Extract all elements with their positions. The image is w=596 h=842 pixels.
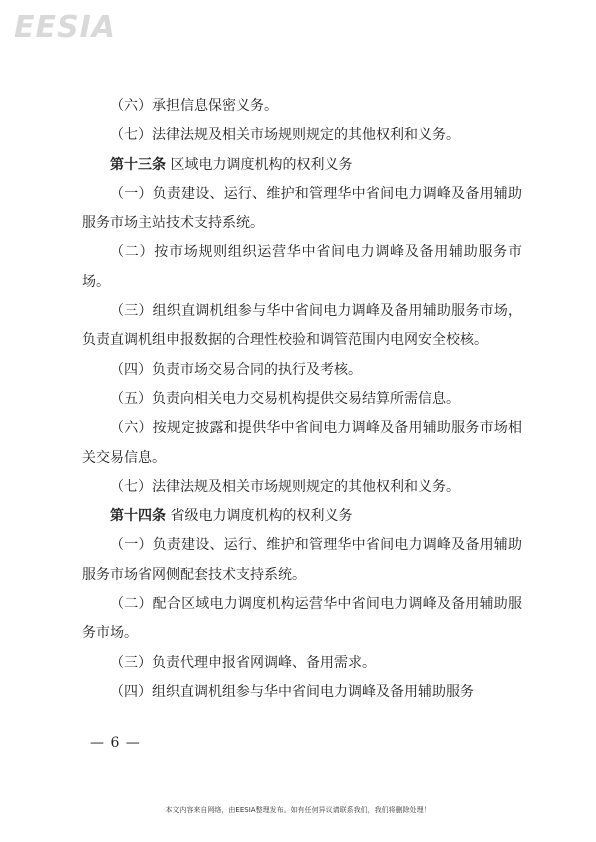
article-14-heading: 第十四条 省级电力调度机构的权利义务 <box>110 508 353 525</box>
paragraph-5-settlement-info: （五）负责向相关电力交易机构提供交易结算所需信息。 <box>110 390 460 407</box>
paragraph-2-operate-market: （二）按市场规则组织运营华中省间电力调峰及备用辅助服务市场。 <box>82 244 522 290</box>
article-number: 第十四条 <box>110 508 166 525</box>
eesia-logo: EESIA <box>14 10 116 45</box>
paragraph-4-organize-units: （四）组织直调机组参与华中省间电力调峰及备用辅助服务 <box>110 683 474 700</box>
paragraph-2-cooperate: （二）配合区域电力调度机构运营华中省间电力调峰及备用辅助服务市场。 <box>82 596 522 642</box>
page-number: — 6 — <box>90 735 141 751</box>
article-13-heading: 第十三条 区域电力调度机构的权利义务 <box>110 156 353 173</box>
paragraph-4-contracts: （四）负责市场交易合同的执行及考核。 <box>110 361 362 378</box>
paragraph-7-other-rights: （七）法律法规及相关市场规则规定的其他权利和义务。 <box>110 127 460 144</box>
paragraph-7-other-rights: （七）法律法规及相关市场规则规定的其他权利和义务。 <box>110 478 460 495</box>
paragraph-3-agent-declaration: （三）负责代理申报省网调峰、备用需求。 <box>110 654 376 671</box>
paragraph-1-provincial-system: （一）负责建设、运行、维护和管理华中省间电力调峰及备用辅助服务市场省网侧配套技术支持系统。 <box>82 537 522 583</box>
document-body <box>82 92 522 707</box>
paragraph-6-confidentiality: （六）承担信息保密义务。 <box>110 98 278 114</box>
article-number: 第十三条 <box>110 156 166 173</box>
paragraph-3-organize-units: （三）组织直调机组参与华中省间电力调峰及备用辅助服务市场，负责直调机组申报数据的合理性校验和调管范围内电网安全校核。 <box>82 303 522 349</box>
paragraph-1-build-system: （一）负责建设、运行、维护和管理华中省间电力调峰及备用辅助服务市场主站技术支持系统。 <box>82 185 522 232</box>
paragraph-6-disclosure: （六）按规定披露和提供华中省间电力调峰及备用辅助服务市场相关交易信息。 <box>82 420 522 466</box>
footer-disclaimer: 本文内容来自网络，由EESIA整理发布。如有任何异议请联系我们，我们将删除处理！ <box>165 806 431 814</box>
